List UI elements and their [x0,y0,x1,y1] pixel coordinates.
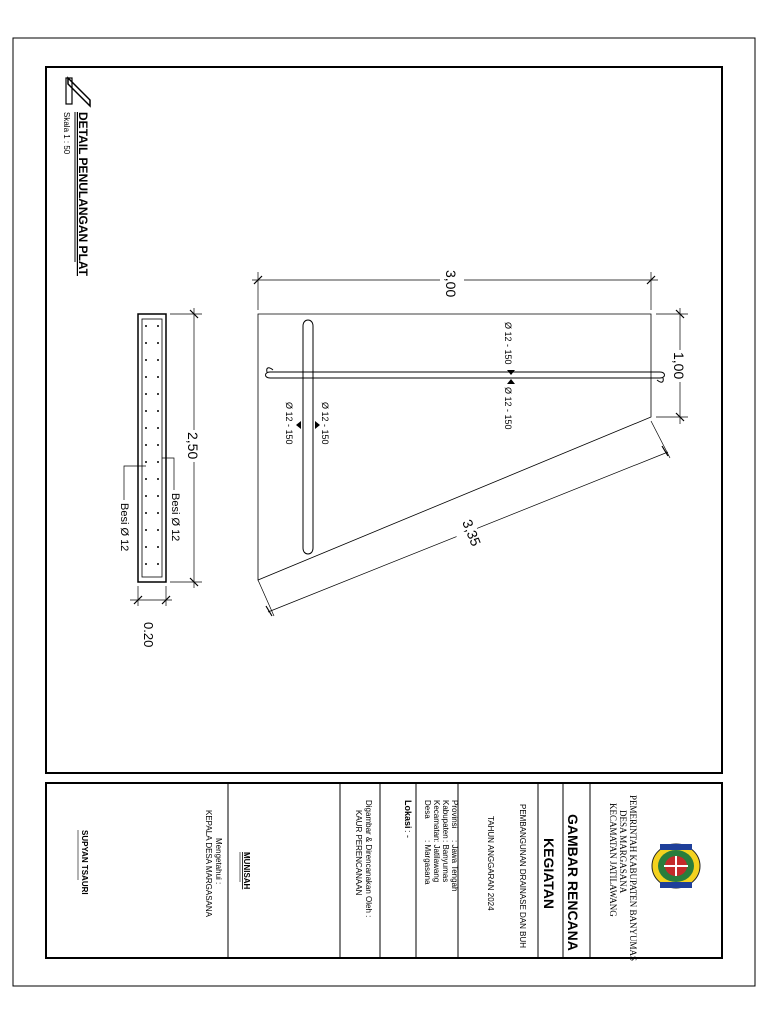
logo-icon [66,78,90,106]
rebar-v-left-label: Ø 12 - 150 [284,402,294,445]
section-label-top: Besi Ø 12 [169,493,181,542]
loc-row-2-label: Kabupaten [441,800,450,839]
dim-top-label: 3,00 [443,270,459,298]
loc-row-4-label: Desa [423,800,432,819]
plate-outline [258,314,651,580]
approver-role: KEPALA DESA MARGASANA [204,810,213,918]
loc-row-1-value: : Jawa Tengah [450,840,459,892]
designer-name: MUNISAH [242,852,251,890]
drawing-type-line2: KEGIATAN [541,838,557,910]
project-name: PEMBANGUNAN DRAINASE DAN BUH [518,804,527,949]
drawing-scale: Skala 1 : 50 [62,112,71,155]
lokasi-value: : - [403,830,413,838]
dim-diagonal-label: 3,35 [459,517,485,549]
rebar-arrow-3 [315,421,320,429]
dim-right-label: 1,00 [671,352,687,380]
agency-line3: KECAMATAN JATILAWANG [608,803,618,917]
loc-row-3-value: : Jatilawang [432,840,441,883]
rebar-h-bottom-label: Ø 12 - 150 [503,387,513,430]
budget-year: TAHUN ANGGARAN 2024 [486,816,495,911]
section-thickness-label: 0.20 [141,622,156,648]
rebar-arrow-2 [507,379,515,384]
loc-row-3-label: Kecamatan [432,800,441,841]
regency-emblem-icon [652,844,700,888]
loc-row-4-value: : Margasana [423,840,432,885]
rebar-vertical [303,320,313,554]
section-rebar-dots [145,325,159,565]
agency-line1: PEMERINTAH KABUPATEN BANYUMAS [628,795,638,961]
rebar-arrow-4 [296,421,301,429]
lokasi-label: Lokasi [403,800,413,829]
agency-line2: DESA MARGASANA [618,810,628,894]
rebar-horizontal [266,368,665,382]
loc-row-2-value: : Banyumas [441,840,450,883]
section-length-label: 2,50 [185,432,201,460]
designer-role: KAUR PERENCANAAN [354,810,363,896]
section-label-bottom: Besi Ø 12 [118,503,130,552]
designer-label: Digambar & Direncanakan Oleh : [364,800,373,918]
drawing-frame [46,67,722,773]
drawing-title: DETAIL PENULANGAN PLAT [76,112,90,276]
dim-line-section-thickness [130,586,172,606]
approver-label: Mengetahui : [214,838,223,885]
rebar-h-top-label: Ø 12 - 150 [503,322,513,365]
approver-name: SUPYAN TSAURI [80,830,89,895]
loc-row-1-label: Provinsi [450,800,459,829]
section-rebar [142,319,162,577]
drawing-type-line1: GAMBAR RENCANA [565,814,581,951]
rebar-v-right-label: Ø 12 - 150 [320,402,330,445]
